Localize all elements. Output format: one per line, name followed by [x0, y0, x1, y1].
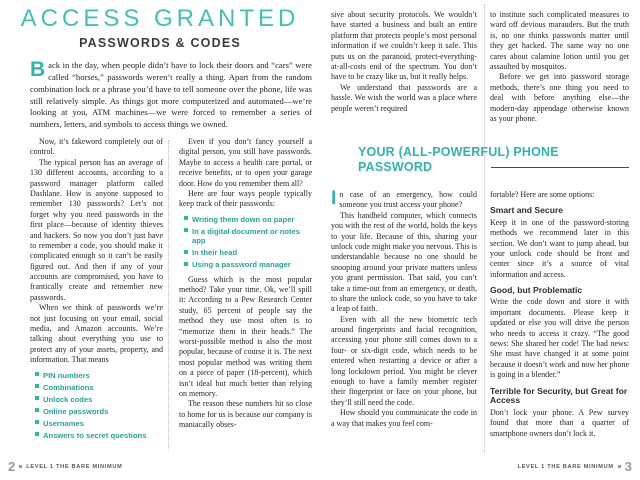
- intro-paragraph: [30, 60, 312, 131]
- body-paragraph: Guess which is the most popular method? Take your time. Ok, we’ll spill it: According to a Pew Research Center study, 65 percent of people say the method they use most often is to “memorize them in their heads.” The worst-possible method is also the most popular, because of course it is. The next most popular method was writing them on a piece of paper (18-percent), which isn’t ideal but much better than relying on memory.: [179, 274, 312, 398]
- subsection-heading: Smart and Secure: [490, 205, 564, 216]
- list-item-label: Usernames: [43, 418, 84, 428]
- body-paragraph: Keep it in one of the password-storing methods we recommend later in this section. We don’t want to jump ahead, but your unlock code should be front and center since it’s a source of vital information and access.: [490, 217, 629, 279]
- list-item: [35, 407, 163, 416]
- body-paragraph: sive about security protocols. We wouldn’t have started a business and built an entire platform that protects people’s most personal information if we couldn’t keep it safe. This puts us on the paranoid, protect-everything-at-all-costs end of the spectrum. You don’t have to be crazy like us, but it really helps.: [331, 10, 477, 82]
- right-page: [320, 0, 640, 480]
- body-paragraph: Don’t lock your phone. A Pew survey found that more than a quarter of smartphone owners don’t lock it.: [490, 407, 629, 438]
- list-item-label: Unlock codes: [43, 394, 93, 404]
- heading-rule: [491, 167, 629, 168]
- list-item-label: Writing them down on paper: [192, 214, 295, 224]
- body-paragraph: Write the code down and store it with important documents. Please keep it updated or else you will drive the person who needs to access it crazy. “The good news: She shared her code! The bad news: She must have changed it at some point because it doesn’t work and now her phone is going in a blender.”: [490, 297, 629, 380]
- list-item: [35, 419, 163, 428]
- bullet-square-icon: [35, 384, 39, 388]
- tracking-methods-list: [184, 215, 312, 270]
- list-item-label: Combinations: [43, 382, 94, 392]
- body-paragraph: This handheld computer, which connects you with the rest of the world, holds the keys to your life. Because of this, sharing your unlock code might make you nervous. This is understandable because no one should be snooping around your private matters unless you grant permission. That said, you can’t take a time-out from an emergency, or death, to share the unlock code, so you have to take a leap of faith.: [331, 210, 477, 314]
- section-heading: [358, 145, 629, 175]
- list-item-label: Online passwords: [43, 406, 109, 416]
- list-item: [35, 371, 163, 380]
- footer-label: LEVEL 1 THE BARE MINIMUM: [26, 463, 123, 470]
- right-column-1-top: [331, 10, 477, 124]
- body-paragraph: to institute such complicated measures to ward off devious marauders. But the truth is, no one thinks passwords matter until they get hacked. The same way no one cares about calamine lotion until you get assaulted by mosquitos.: [490, 10, 629, 71]
- list-item-label: PIN numbers: [43, 370, 90, 380]
- subsection-heading: Terrible for Security, but Great for Access: [490, 385, 628, 406]
- page-number: 2: [8, 459, 16, 474]
- body-paragraph: The typical person has an average of 130 different accounts, according to a password manager platform called Dashlane. How is anyone supposed to remember 130 passwords? Let’s not forget why you need passwords in the first place—because of identity thieves and hackers. So now you don’t just have to remember a code, you should make it complicated enough so it can’t be easily figured out. And then if any of your accounts are compromised, you have to frantically create and remember new passwords.: [30, 157, 163, 302]
- page-subtitle: PASSWORDS & CODES: [79, 36, 241, 50]
- paragraph-text: n case of an emergency, how could someone you trust access your phone?: [339, 190, 477, 210]
- bullet-square-icon: [35, 408, 39, 412]
- body-paragraph: Now, it’s fakeword completely out of control.: [30, 137, 163, 157]
- section-heading-line1: YOUR (ALL-POWERFUL) PHONE: [358, 145, 559, 159]
- password-types-list: [35, 371, 163, 440]
- bullet-square-icon: [184, 250, 188, 254]
- footer-square-icon: [19, 465, 22, 468]
- list-item: [184, 248, 312, 257]
- body-paragraph: Even if you don’t fancy yourself a digital person, you still have passwords. Maybe to access a health care portal, or receive benefits, or to open your garage door. How do you remember them all?: [179, 137, 312, 188]
- right-column-2-top: [490, 10, 629, 124]
- body-paragraph: When we think of passwords we’re not just focusing on your email, social media, and Amazon accounts. We’re talking about everything you use to protect any of your assets, property, and information. That means: [30, 303, 163, 365]
- list-item: [35, 383, 163, 392]
- list-item-label: In their head: [192, 248, 238, 258]
- bullet-square-icon: [184, 228, 188, 232]
- list-item: [35, 431, 163, 440]
- bullet-square-icon: [184, 216, 188, 220]
- page-title: ACCESS GRANTED: [20, 5, 300, 32]
- list-item-label: Answers to secret questions: [43, 430, 147, 440]
- body-paragraph: We understand that passwords are a hassle. We wish the world was a place where people weren’t required: [331, 82, 477, 113]
- list-item: [35, 395, 163, 404]
- right-page-section-columns: [331, 190, 629, 450]
- bullet-square-icon: [35, 372, 39, 376]
- body-paragraph: Before we get into password storage methods, there’s one thing you need to deal with before anything else—the modern-day appendage otherwise known as your phone.: [490, 72, 629, 123]
- body-paragraph: The reason these numbers hit so close to home for us is because our company is maniacally obses-: [179, 399, 312, 430]
- bullet-square-icon: [35, 420, 39, 424]
- subsection-heading: Good, but Problematic: [490, 285, 583, 296]
- left-footer: [8, 460, 123, 473]
- left-column-1: [30, 137, 163, 452]
- right-column-1-section: [331, 190, 477, 450]
- list-item: [184, 260, 312, 269]
- section-heading-line2-row: [358, 160, 629, 175]
- dropcap-letter: B: [30, 58, 46, 81]
- body-paragraph: Even with all the new biometric tech around fingerprints and facial recognition, accessing your phone still comes down to a four- or six-digit code, which needs to be entered when restarting a device or after a long lockdown period. You might be clever enough to have a family member register their fingerprint or face on your phone, but they’ll still need the code.: [331, 314, 477, 407]
- dropcap-letter: I: [331, 190, 337, 209]
- left-column-2: [179, 137, 312, 452]
- page-number: 3: [624, 459, 632, 474]
- list-item-label: In a digital document or notes app: [192, 226, 301, 246]
- body-paragraph: fortable? Here are some options:: [490, 190, 595, 199]
- intro-text: ack in the day, when people didn’t have to lock their doors and “cars” were called “horses,” passwords weren’t really a thing. Apart from the random combination lock or a phrase you’d have to tell someone over the phone, life was still relatively simple. As things got more computerized and automated—we’re looking at you, ATM machines—we were forced to remember a series of numbers, letters, and symbols to access things we owned.: [30, 60, 312, 130]
- left-page-columns: [30, 137, 312, 452]
- footer-label: LEVEL 1 THE BARE MINIMUM: [517, 463, 614, 470]
- list-item: [184, 215, 312, 224]
- body-paragraph: Here are four ways people typically keep track of their passwords:: [179, 188, 312, 209]
- body-paragraph: How should you communicate the code in a way that makes you feel com-: [331, 408, 477, 428]
- right-column-2-section: [490, 190, 629, 450]
- section-heading-line2: PASSWORD: [358, 160, 433, 174]
- bullet-square-icon: [35, 396, 39, 400]
- list-item: [184, 227, 312, 246]
- right-page-top-columns: [331, 10, 629, 124]
- body-paragraph: [331, 190, 477, 211]
- list-item-label: Using a password manager: [192, 260, 291, 270]
- bullet-square-icon: [35, 432, 39, 436]
- footer-square-icon: [618, 465, 621, 468]
- right-footer: [518, 460, 633, 473]
- bullet-square-icon: [184, 262, 188, 266]
